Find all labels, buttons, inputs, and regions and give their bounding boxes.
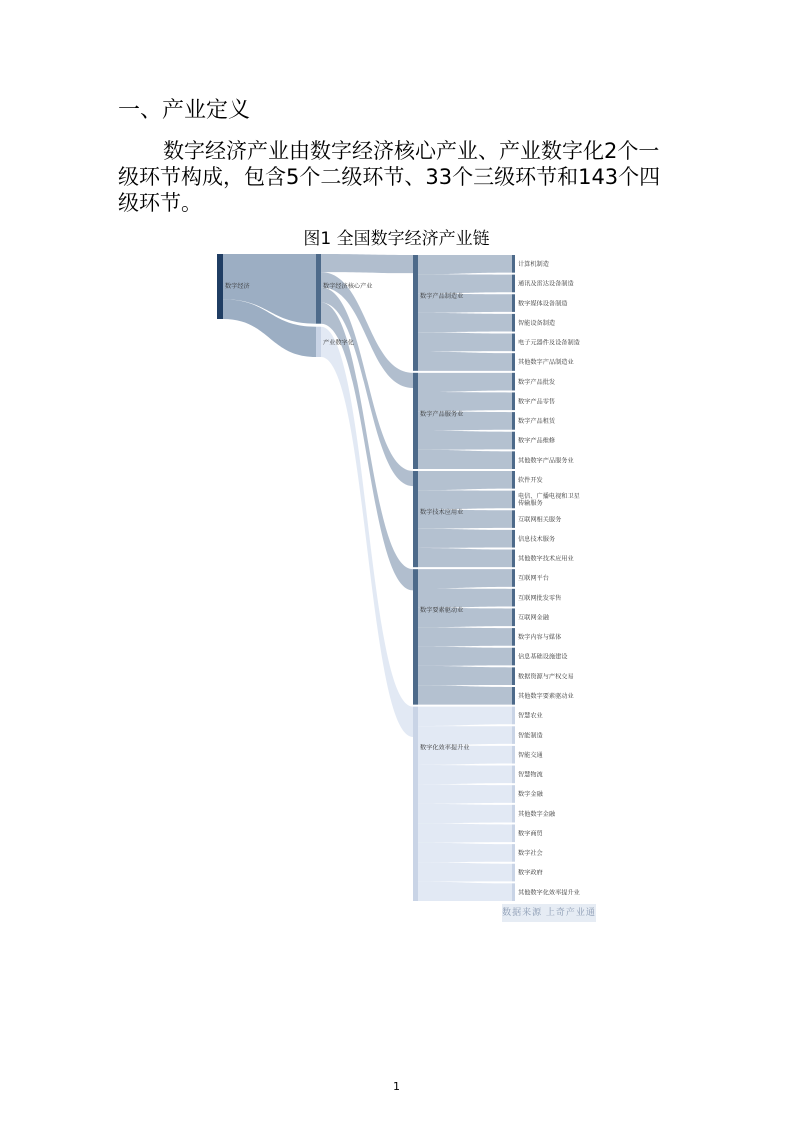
sankey-node-bar [512, 412, 515, 430]
sankey-node-bar [413, 471, 418, 567]
sankey-link [418, 726, 512, 745]
sankey-leaf-label: 电信、广播电视和卫星传输服务 [518, 492, 580, 507]
sankey-node-bar [512, 648, 515, 666]
sankey-link [418, 529, 512, 548]
sankey-link [418, 862, 512, 881]
sankey-node-bar [413, 373, 418, 469]
sankey-node-bar [512, 353, 515, 371]
section-heading: 一、产业定义 [118, 98, 251, 123]
sankey-link [321, 254, 413, 273]
sankey-leaf-label: 数字媒体设备制造 [518, 300, 568, 308]
sankey-leaf-label: 数字政府 [518, 869, 543, 877]
sankey-node-bar [316, 254, 321, 324]
sankey-leaf-label: 互联网平台 [518, 575, 549, 583]
sankey-node-bar [512, 510, 515, 528]
sankey-node-bar [512, 392, 515, 410]
sankey-leaf-label: 数字产品维修 [518, 437, 556, 445]
sankey-link [418, 313, 512, 332]
sankey-link [418, 255, 512, 274]
sankey-node-bar [512, 805, 515, 823]
sankey-link [418, 569, 512, 588]
sankey-leaf-label: 数据资源与产权交易 [518, 673, 574, 681]
sankey-leaf-label: 计算机制造 [518, 261, 549, 269]
sankey-link [418, 332, 512, 351]
sankey-node-bar [512, 275, 515, 293]
sankey-leaf-label: 数字内容与媒体 [518, 634, 562, 642]
sankey-leaf-label: 互联网批发零售 [518, 594, 562, 602]
sankey-node-label: 数字经济 [225, 283, 250, 290]
sankey-leaf-label: 智能制造 [518, 732, 543, 740]
sankey-node-bar [413, 255, 418, 371]
sankey-leaf-label: 其他数字产品服务业 [518, 457, 574, 465]
figure-title: 图1 全国数字经济产业链 [303, 229, 490, 249]
sankey-link [418, 882, 512, 901]
sankey-node-bar [316, 327, 321, 357]
sankey-node-bar [512, 569, 515, 587]
sankey-link [418, 685, 512, 704]
sankey-leaf-label: 互联网相关服务 [518, 516, 562, 524]
sankey-node-bar [512, 314, 515, 332]
sankey-node-bar [512, 726, 515, 744]
sankey-link [418, 352, 512, 371]
page-number: 1 [393, 1080, 400, 1093]
sankey-node-bar [512, 844, 515, 862]
sankey-node-bar [512, 373, 515, 391]
sankey-node-bar [512, 746, 515, 764]
sankey-link [418, 627, 512, 646]
sankey-node-bar [512, 589, 515, 607]
sankey-link [418, 707, 512, 726]
sankey-leaf-label: 数字商贸 [518, 830, 543, 838]
sankey-node-bar [217, 254, 223, 319]
sankey-link [418, 274, 512, 293]
sankey-node-bar [512, 334, 515, 352]
sankey-leaf-label: 信息技术服务 [518, 535, 556, 543]
sankey-leaf-label: 互联网金融 [518, 614, 549, 622]
sankey-link [418, 490, 512, 509]
sankey-node-bar [512, 255, 515, 273]
sankey-node-bar [512, 294, 515, 312]
sankey-leaf-label: 其他数字金融 [518, 810, 556, 818]
sankey-leaf-label: 数字社会 [518, 850, 543, 858]
sankey-node-bar [512, 687, 515, 705]
sankey-node-label: 数字技术应用业 [420, 509, 464, 516]
sankey-node-bar [512, 491, 515, 509]
data-source-label: 数据来源 上奇产业通 [502, 904, 596, 922]
sankey-node-bar [512, 707, 515, 725]
sankey-link [418, 471, 512, 490]
sankey-leaf-label: 智能交通 [518, 751, 543, 759]
sankey-node-bar [512, 432, 515, 450]
sankey-link [418, 843, 512, 862]
sankey-node-bar [512, 785, 515, 803]
sankey-node-bar [413, 707, 418, 901]
sankey-leaf-label: 其他数字产品制造业 [518, 359, 574, 367]
sankey-node-bar [512, 883, 515, 901]
sankey-leaf-label: 其他数字化效率提升业 [518, 889, 580, 897]
sankey-node-label: 数字产品制造业 [420, 293, 464, 300]
sankey-node-bar [512, 471, 515, 489]
sankey-link [418, 450, 512, 469]
sankey-node-bar [512, 766, 515, 784]
sankey-leaf-label: 通讯及雷达设备制造 [518, 280, 574, 288]
sankey-node-bar [512, 608, 515, 626]
sankey-node-bar [512, 628, 515, 646]
sankey-leaf-label: 智慧农业 [518, 712, 543, 720]
sankey-link [418, 666, 512, 685]
sankey-node-bar [512, 824, 515, 842]
sankey-node-bar [512, 667, 515, 685]
sankey-link [418, 804, 512, 823]
sankey-node-label: 数字化效率提升业 [420, 744, 470, 752]
sankey-node-label: 数字要素驱动业 [420, 607, 464, 615]
sankey-link [418, 431, 512, 450]
sankey-link [418, 823, 512, 842]
sankey-node-label: 产业数字化 [323, 339, 354, 347]
sankey-node-bar [512, 864, 515, 882]
sankey-leaf-label: 数字产品租赁 [518, 418, 556, 426]
sankey-link [418, 784, 512, 803]
sankey-link [418, 589, 512, 608]
sankey-leaf-label: 智慧物流 [518, 771, 543, 779]
sankey-node-bar [512, 550, 515, 568]
sankey-leaf-label: 数字产品批发 [518, 378, 556, 386]
sankey-node-label: 数字产品服务业 [420, 410, 464, 418]
sankey-node-bar [512, 530, 515, 548]
sankey-link [418, 373, 512, 392]
sankey-node-label: 数字经济核心产业 [323, 283, 373, 290]
sankey-leaf-label: 智能设备制造 [518, 319, 556, 327]
sankey-leaf-label: 信息基础设施建设 [518, 653, 568, 661]
sankey-node-bar [512, 451, 515, 469]
sankey-leaf-label: 其他数字要素驱动业 [518, 693, 574, 701]
definition-paragraph: 数字经济产业由数字经济核心产业、产业数字化2个一级环节构成，包含5个二级环节、33个三级环节和143个四级环节。 [118, 139, 661, 215]
sankey-link [418, 548, 512, 567]
sankey-leaf-label: 数字产品零售 [518, 398, 556, 406]
sankey-link [418, 765, 512, 784]
sankey-link [418, 647, 512, 666]
sankey-leaf-label: 数字金融 [518, 791, 543, 799]
sankey-link [418, 392, 512, 411]
sankey-leaf-label: 软件开发 [518, 477, 543, 485]
sankey-leaf-label: 电子元器件及设备制造 [518, 339, 580, 347]
sankey-node-bar [413, 569, 418, 704]
sankey-leaf-label: 其他数字技术应用业 [518, 555, 574, 563]
